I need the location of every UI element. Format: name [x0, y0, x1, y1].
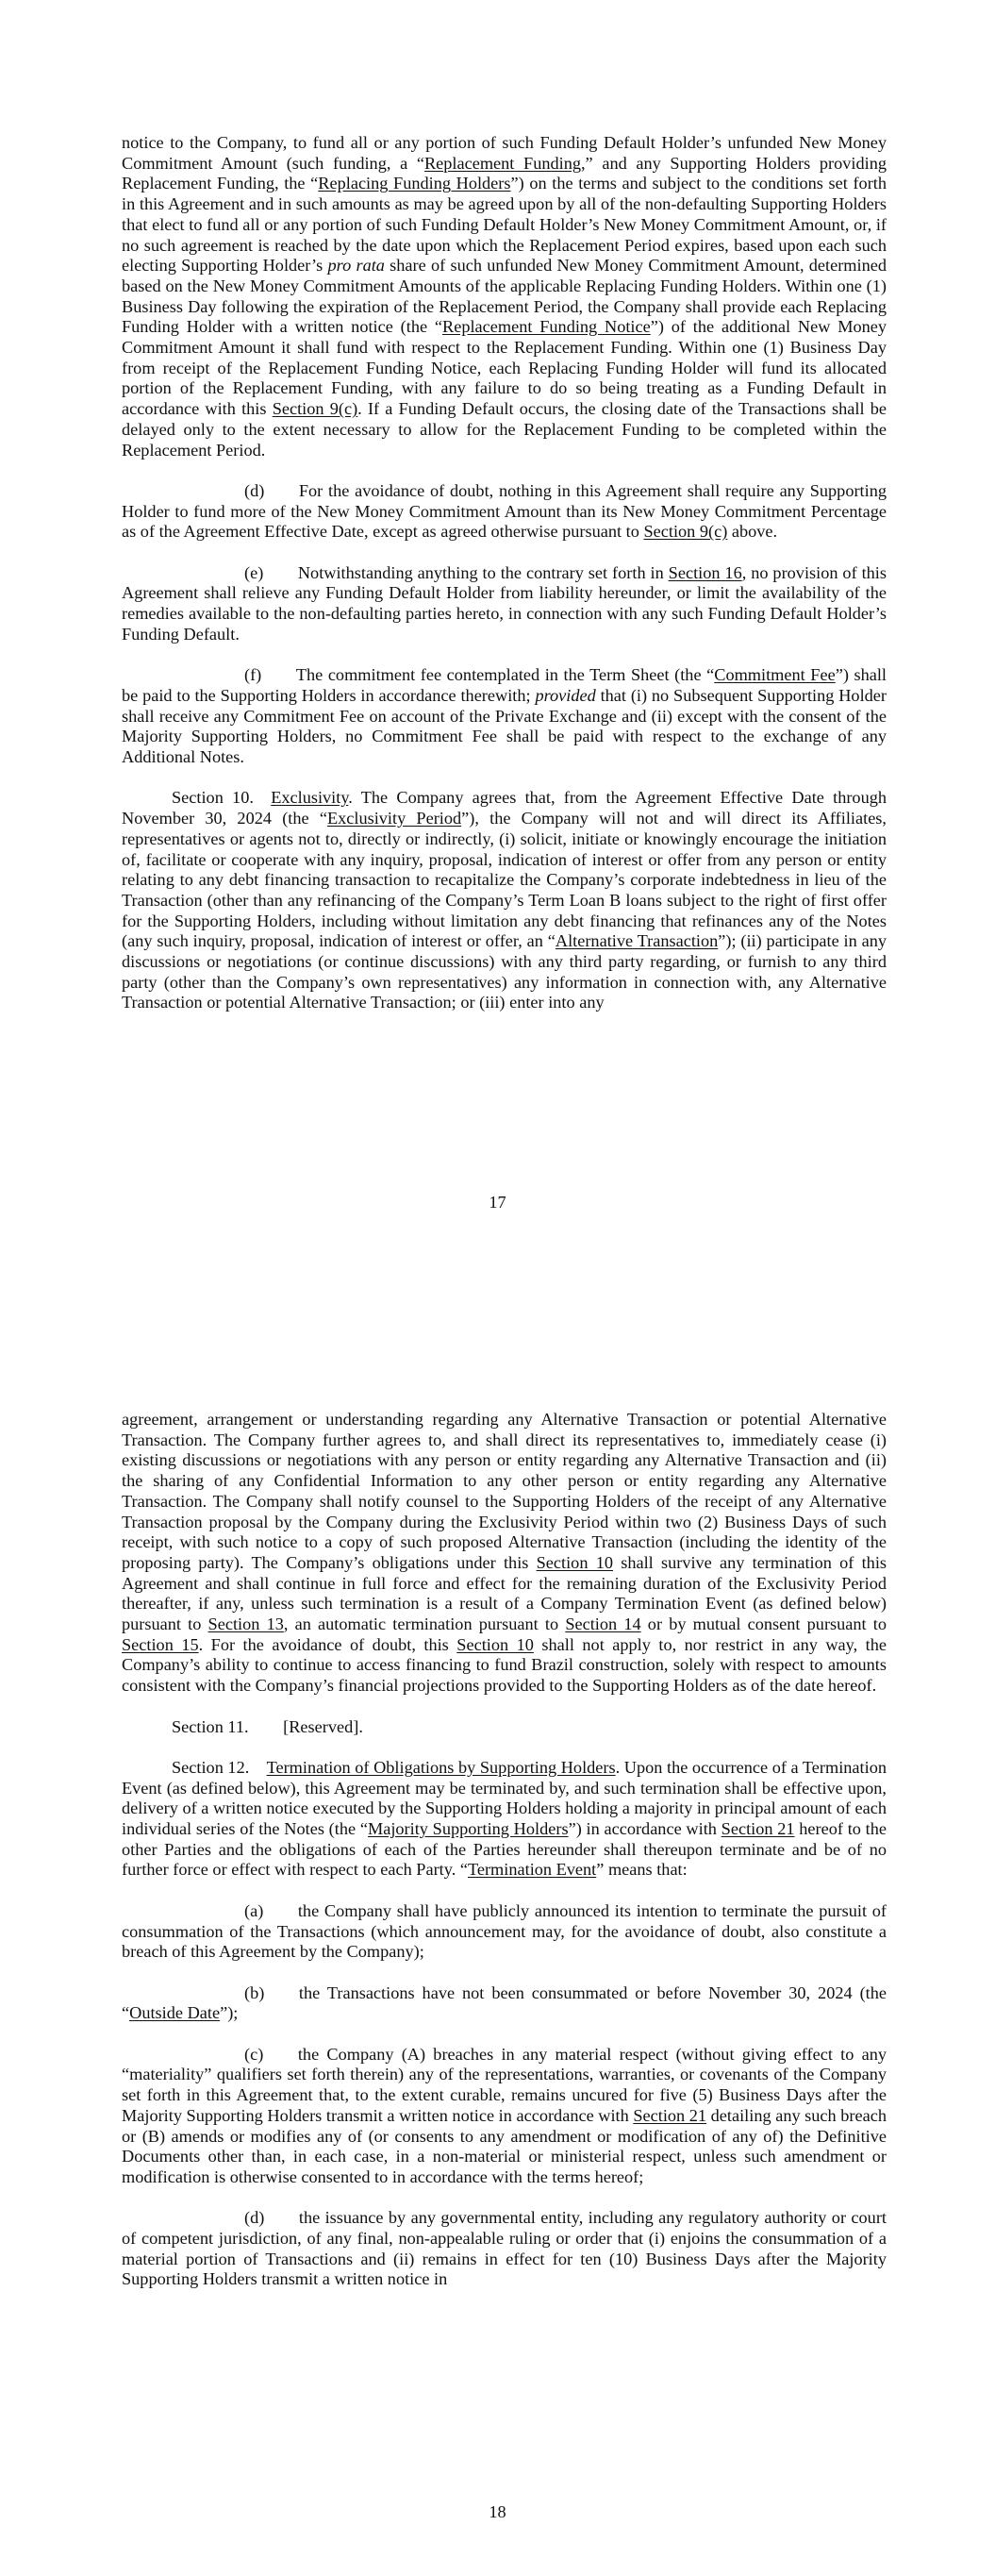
- clause-d: [122, 481, 887, 543]
- text: hereof to the other Parties and the obligations of each of the Parties hereunder shall thereupon terminate and be of no further force or effect with respect to each Party. “: [122, 1819, 887, 1880]
- text: (b) the Transactions have not been consummated or before November 30, 2024 (the “: [122, 1982, 887, 2023]
- defined-term: Majority Supporting Holders: [367, 1819, 569, 1839]
- section-heading: Termination of Obligations by Supporting Holders: [266, 1757, 616, 1777]
- defined-term: Termination Event: [467, 1860, 597, 1880]
- section-reference: Section 9(c): [272, 399, 358, 419]
- section-reference: Section 21: [721, 1819, 795, 1839]
- clause-c: [122, 2045, 887, 2188]
- text: . For the avoidance of doubt, this: [198, 1634, 457, 1654]
- text: . If a Funding Default occurs, the closing date of the Transactions shall be delayed only to the extent necessary to allow for the Replacement Funding to be completed within the Replacement Period.: [122, 399, 887, 460]
- clause-d: (d) the issuance by any governmental entity, including any regulatory authority or court of competent jurisdiction, of any final, non-appealable ruling or order that (i) enjoins the consummation of a material portion of Transactions and (ii) remains in effect for ten (10) Business Days after the Majority Supporting Holders transmit a written notice in: [122, 2208, 887, 2289]
- page-17-body: [122, 133, 887, 1034]
- text: ”) of the additional New Money Commitment Amount it shall fund with respect to the Replacement Funding. Within one (1) Business Day from receipt of the Replacement Funding Notice, each Replacing Funding Holder will fund its allocated portion of the Replacement Funding, with any failure to do so being treating as a Funding Default in accordance with this: [122, 317, 887, 419]
- text: . The Company agrees that, from the Agreement Effective Date through November 30, 2024 (the “: [122, 788, 887, 828]
- text: notice to the Company, to fund all or any portion of such Funding Default Holder’s unfunded New Money Commitment Amount (such funding, a “: [122, 133, 887, 173]
- text: ”) in accordance with: [568, 1819, 721, 1839]
- section-10-exclusivity: [122, 788, 887, 1013]
- section-reference: Section 14: [565, 1614, 641, 1634]
- clause-b: [122, 1983, 887, 2024]
- text: that (i) no Subsequent Supporting Holder shall receive any Commitment Fee on account of the Private Exchange and (ii) except with the consent of the Majority Supporting Holders, no Commitment Fee shall be paid with respect to the exchange of any Additional Notes.: [122, 685, 887, 767]
- text: ”) on the terms and subject to the conditions set forth in this Agreement and in such amounts as may be agreed upon by all of the non-defaulting Supporting Holders that elect to fund all or any portion of such Funding Default Holder’s New Money Commitment Amount, or, if no such agreement is reached by the date upon which the Replacement Period expires, based upon each such electing Supporting Holder’s: [122, 174, 887, 276]
- italic-text: provided: [535, 685, 596, 705]
- text: or by mutual consent pursuant to: [640, 1614, 887, 1634]
- defined-term: Outside Date: [129, 2003, 221, 2023]
- text: detailing any such breach or (B) amends or modifies any of (or consents to any amendment or modification of any of) the Definitive Documents other than, in each case, in a non-material or ministerial respect, unless such amendment or modification is otherwise consented to in accordance with the terms hereof;: [122, 2105, 887, 2186]
- text: . Upon the occurrence of a Termination Event (as defined below), this Agreement may be terminated by, and such termination shall be effective upon, delivery of a written notice executed by the Supporting Holders holding a majority in principal amount of each individual series of the Notes (the “: [122, 1757, 887, 1839]
- text: ” means that:: [596, 1860, 688, 1880]
- text: shall not apply to, nor restrict in any way, the Company’s ability to continue to access financing to fund Brazil construction, solely with respect to amounts consistent with the Company’s financial projections provided to the Supporting Holders as of the date hereof.: [122, 1634, 887, 1696]
- section-reference: Section 21: [633, 2105, 707, 2125]
- paragraph-replacement-funding: [122, 133, 887, 460]
- text: (e) Notwithstanding anything to the contrary set forth in: [244, 562, 669, 582]
- clause-f: [122, 665, 887, 768]
- text: (f) The commitment fee contemplated in the Term Sheet (the “: [244, 665, 715, 685]
- text: agreement, arrangement or understanding regarding any Alternative Transaction or potential Alternative Transaction. The Company further agrees to, and shall direct its representatives to, immediately cease (i) existing discussions or negotiations with any person or entity regarding any Alternative Transaction and (ii) the sharing of any Confidential Information to any other person or entity regarding any Alternative Transaction. The Company shall notify counsel to the Supporting Holders of the receipt of any Alternative Transaction proposal by the Company during the Exclusivity Period within two (2) Business Days of such receipt, with such notice to a copy of such proposed Alternative Transaction (including the identity of the proposing party). The Company’s obligations under this: [122, 1410, 887, 1572]
- section-label: Section 10.: [172, 788, 272, 808]
- text: ”) shall be paid to the Supporting Holders in accordance therewith;: [122, 665, 887, 705]
- section-label: Section 12.: [172, 1757, 267, 1777]
- text: share of such unfunded New Money Commitment Amount, determined based on the New Money Commitment Amounts of the applicable Replacing Funding Holders. Within one (1) Business Day following the expiration of the Replacement Period, the Company shall provide each Replacing Funding Holder with a written notice (the “: [122, 256, 887, 337]
- section-reference: Section 15: [122, 1634, 199, 1654]
- page-number: 18: [489, 2502, 506, 2521]
- text: ”);: [220, 2003, 239, 2023]
- section-12-termination: [122, 1758, 887, 1881]
- defined-term: Replacement Funding: [423, 153, 581, 173]
- defined-term: Replacing Funding Holders: [318, 174, 511, 193]
- page-17: [0, 0, 995, 1274]
- text: ”), the Company will not and will direct its Affiliates, representatives or agents not to, directly or indirectly, (i) solicit, initiate or knowingly encourage the initiation of, facilitate or cooperate with any inquiry, proposal, indication of interest or offer from any person or entity relating to any debt financing transaction to recapitalize the Company’s corporate indebtedness in lieu of the Transaction (other than any refinancing of the Company’s Term Loan B loans subject to the right of first offer for the Supporting Holders, including without limitation any debt financing that refinances any of the Notes (any such inquiry, proposal, indication of interest or offer, an “: [122, 809, 887, 951]
- text: (d) For the avoidance of doubt, nothing in this Agreement shall require any Supporting Holder to fund more of the New Money Commitment Amount than its New Money Commitment Percentage as of the Agreement Effective Date, except as agreed otherwise pursuant to: [122, 480, 887, 542]
- text: ”); (ii) participate in any discussions or negotiations (or continue discussions) with any third party regarding, or furnish to any third party (other than the Company’s own representatives) any information in connection with, any Alternative Transaction or potential Alternative Transaction; or (iii) enter into any: [122, 931, 887, 1012]
- defined-term: Replacement Funding Notice: [442, 317, 651, 337]
- italic-text: pro rata: [327, 256, 385, 276]
- page-18: [0, 1274, 995, 2576]
- defined-term: Commitment Fee: [714, 665, 836, 685]
- defined-term: Alternative Transaction: [555, 931, 719, 951]
- text: ,” and any Supporting Holders providing Replacement Funding, the “: [122, 153, 887, 193]
- defined-term: Exclusivity Period: [326, 809, 462, 828]
- section-heading: Exclusivity: [271, 788, 349, 808]
- section-reference: Section 9(c): [643, 522, 728, 542]
- text: , no provision of this Agreement shall relieve any Funding Default Holder from liability hereunder, or limit the availability of the remedies available to the non-defaulting parties hereto, in connection with any such Funding Default Holder’s Funding Default.: [122, 562, 887, 644]
- clause-e: [122, 563, 887, 645]
- text: above.: [727, 522, 778, 542]
- page-18-body: [122, 1410, 887, 2311]
- section-11-reserved: Section 11. [Reserved].: [172, 1716, 363, 1736]
- text: (c) the Company (A) breaches in any material respect (without giving effect to any “materiality” qualifiers set forth therein) any of the representations, warranties, or covenants of the Company set forth in this Agreement that, to the extent curable, remains uncured for five (5) Business Days after the Majority Supporting Holders transmit a written notice in accordance with: [122, 2044, 887, 2125]
- text: shall survive any termination of this Agreement and shall continue in full force and effect for the remaining duration of the Exclusivity Period thereafter, if any, unless such termination is a result of a Company Termination Event (as defined below) pursuant to: [122, 1552, 887, 1634]
- section-reference: Section 16: [668, 562, 742, 582]
- section-reference: Section 10: [536, 1552, 613, 1572]
- section-reference: Section 10: [456, 1634, 534, 1654]
- page-number: 17: [489, 1193, 506, 1212]
- text: , an automatic termination pursuant to: [283, 1614, 566, 1634]
- paragraph-exclusivity-continued: [122, 1410, 887, 1697]
- section-reference: Section 13: [207, 1614, 284, 1634]
- clause-a: (a) the Company shall have publicly announced its intention to terminate the pursuit of consummation of the Transactions (which announcement may, for the avoidance of doubt, also constitute a breach of this Agreement by the Company);: [122, 1900, 887, 1962]
